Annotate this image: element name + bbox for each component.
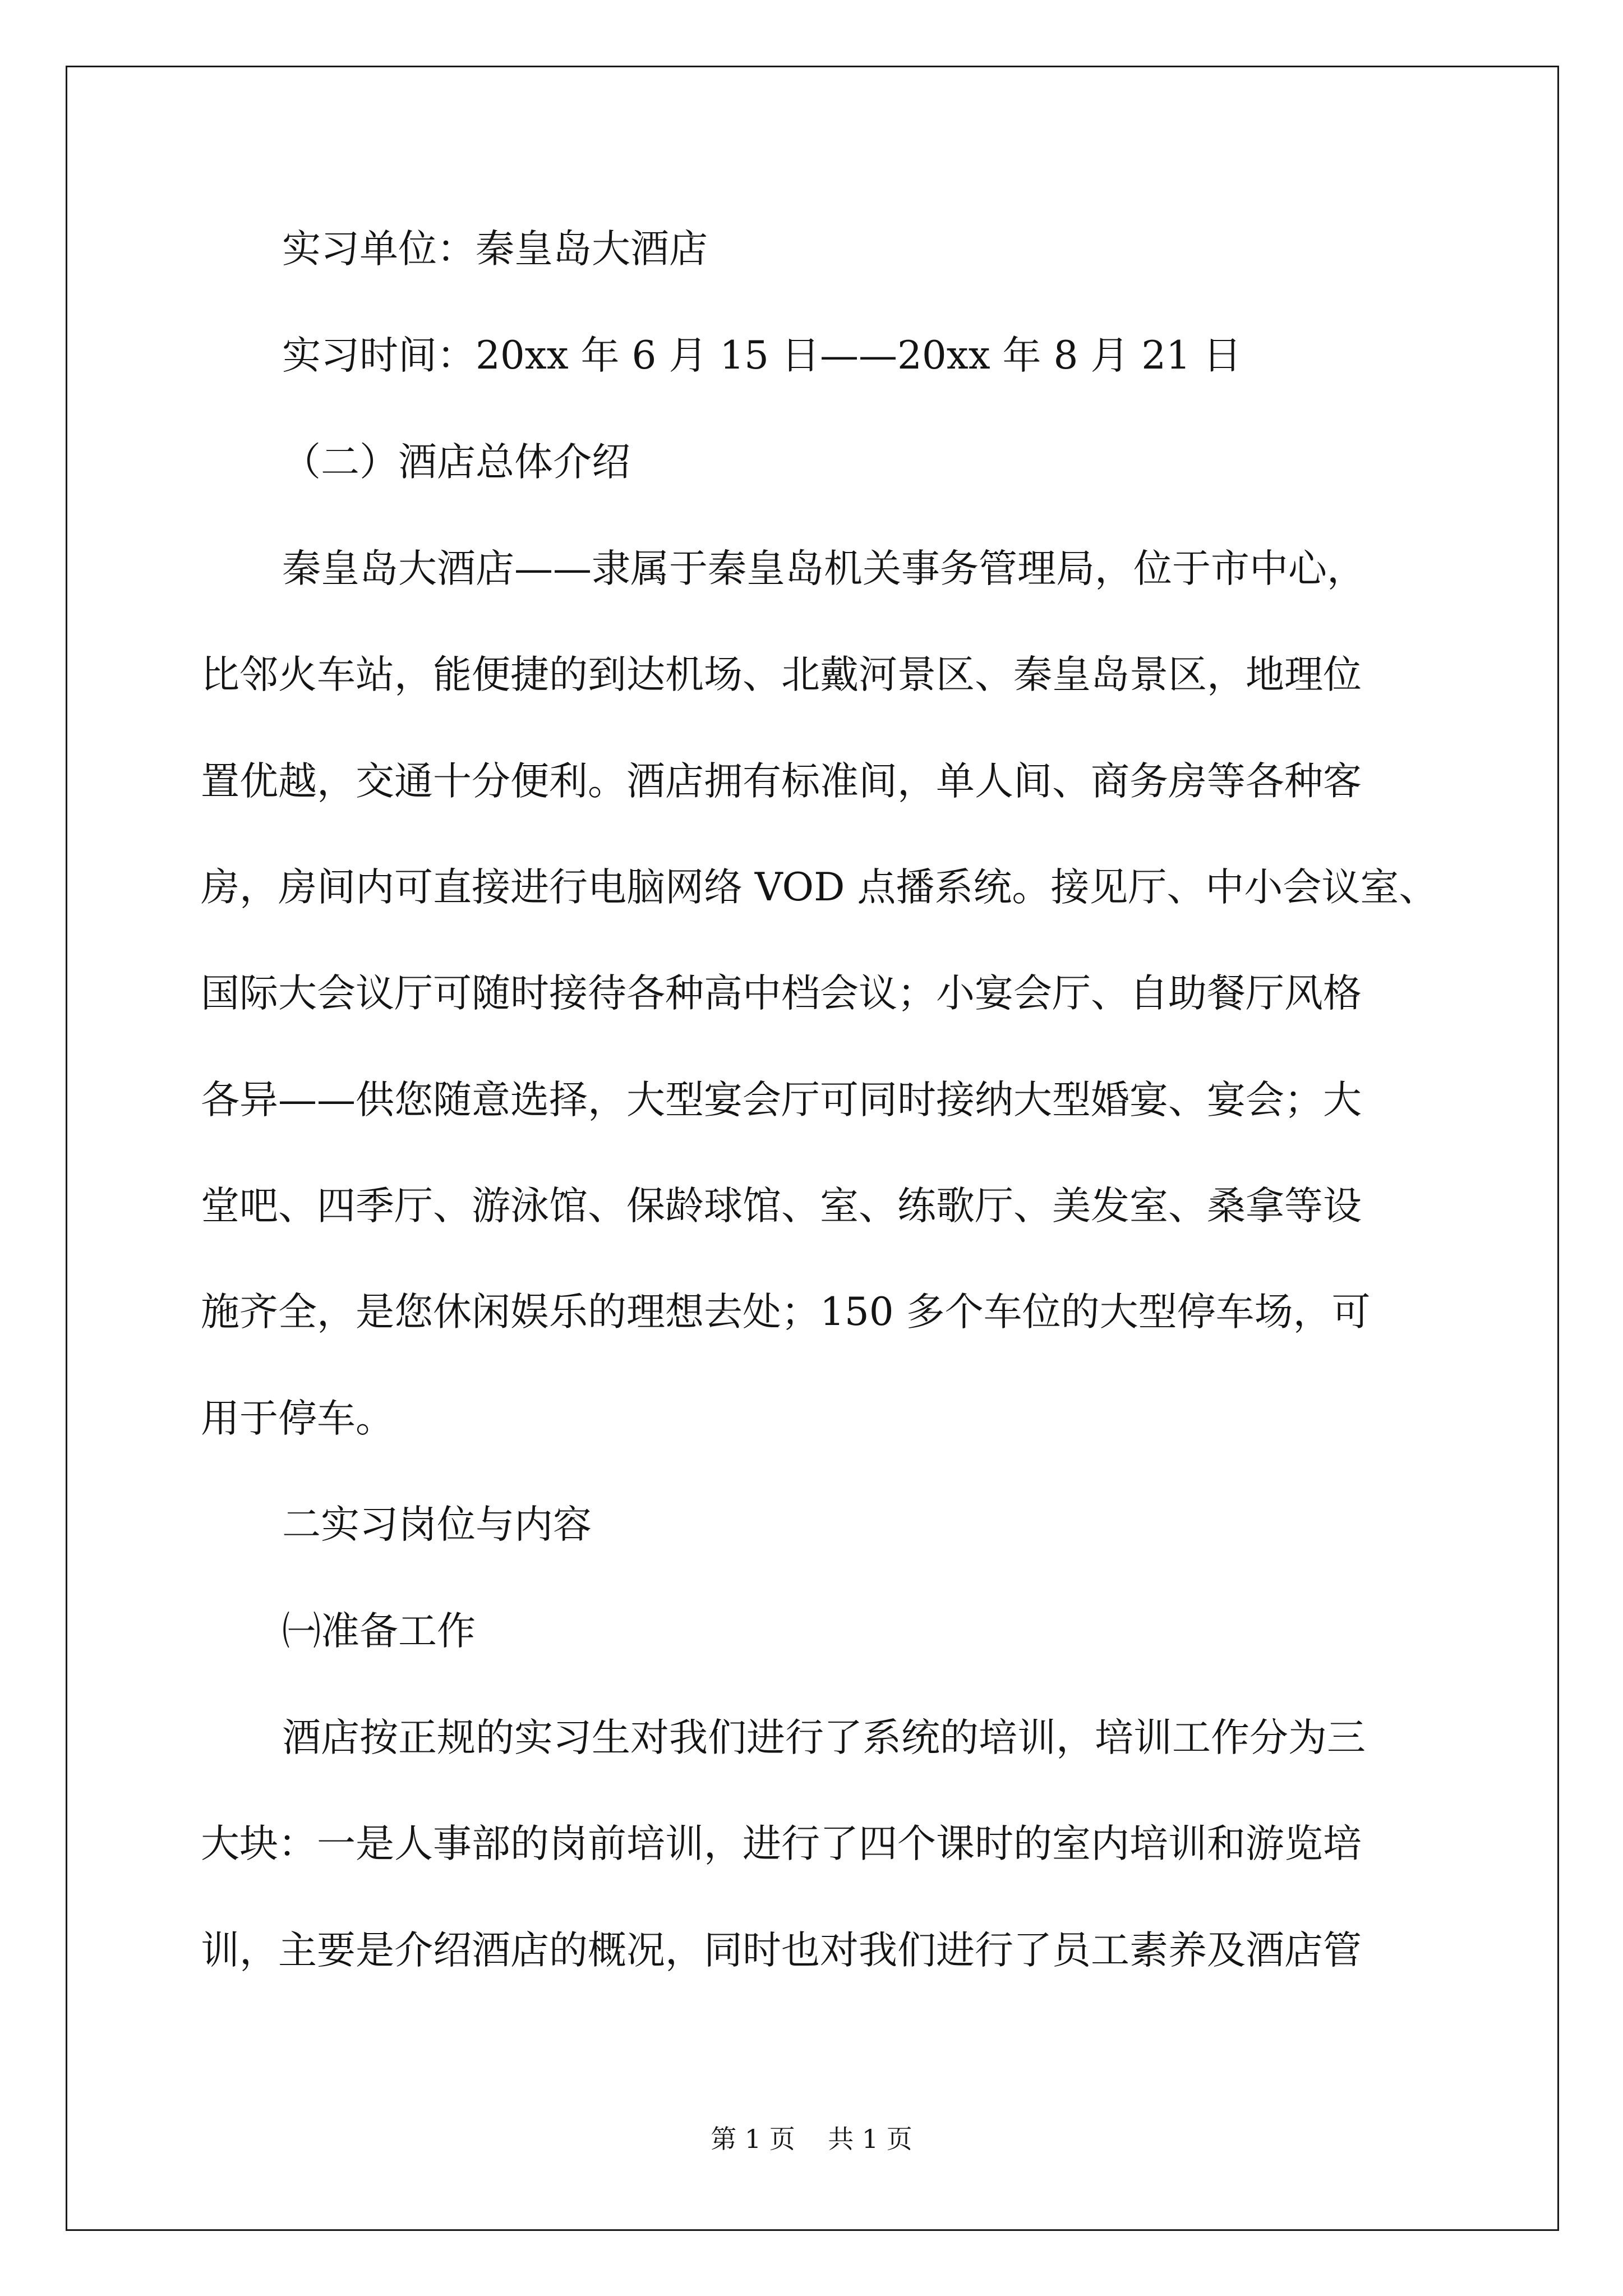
section-heading-hotel-intro: （二）酒店总体介绍 [282, 440, 630, 485]
paragraph-line: 各异——供您随意选择，大型宴会厅可同时接纳大型婚宴、宴会；大 [201, 1078, 1362, 1122]
paragraph-line: 秦皇岛大酒店——隶属于秦皇岛机关事务管理局，位于市中心， [282, 546, 1366, 591]
paragraph-line: 用于停车。 [201, 1396, 394, 1441]
section-heading-internship-content: 二实习岗位与内容 [282, 1502, 592, 1547]
paragraph-line: 国际大会议厅可随时接待各种高中档会议；小宴会厅、自助餐厅风格 [201, 971, 1362, 1016]
intern-unit-line: 实习单位：秦皇岛大酒店 [282, 227, 708, 272]
subsection-heading-preparation: ㈠准备工作 [282, 1609, 476, 1654]
paragraph-line: 训，主要是介绍酒店的概况，同时也对我们进行了员工素养及酒店管 [201, 1928, 1362, 1973]
paragraph-line: 施齐全，是您休闲娱乐的理想去处；150 多个车位的大型停车场，可 [201, 1290, 1371, 1335]
paragraph-line: 堂吧、四季厅、游泳馆、保龄球馆、室、练歌厅、美发室、桑拿等设 [201, 1184, 1362, 1228]
intern-period-line: 实习时间：20xx 年 6 月 15 日——20xx 年 8 月 21 日 [282, 333, 1242, 378]
page-border [66, 66, 1559, 2231]
paragraph-line: 大块：一是人事部的岗前培训，进行了四个课时的室内培训和游览培 [201, 1821, 1362, 1866]
paragraph-line: 置优越，交通十分便利。酒店拥有标准间，单人间、商务房等各种客 [201, 759, 1362, 804]
paragraph-line: 酒店按正规的实习生对我们进行了系统的培训，培训工作分为三 [282, 1715, 1366, 1760]
paragraph-line: 房，房间内可直接进行电脑网络 VOD 点播系统。接见厅、中小会议室、 [201, 865, 1438, 910]
paragraph-line: 比邻火车站，能便捷的到达机场、北戴河景区、秦皇岛景区，地理位 [201, 652, 1362, 697]
page-footer: 第 1 页 共 1 页 [711, 2124, 912, 2154]
